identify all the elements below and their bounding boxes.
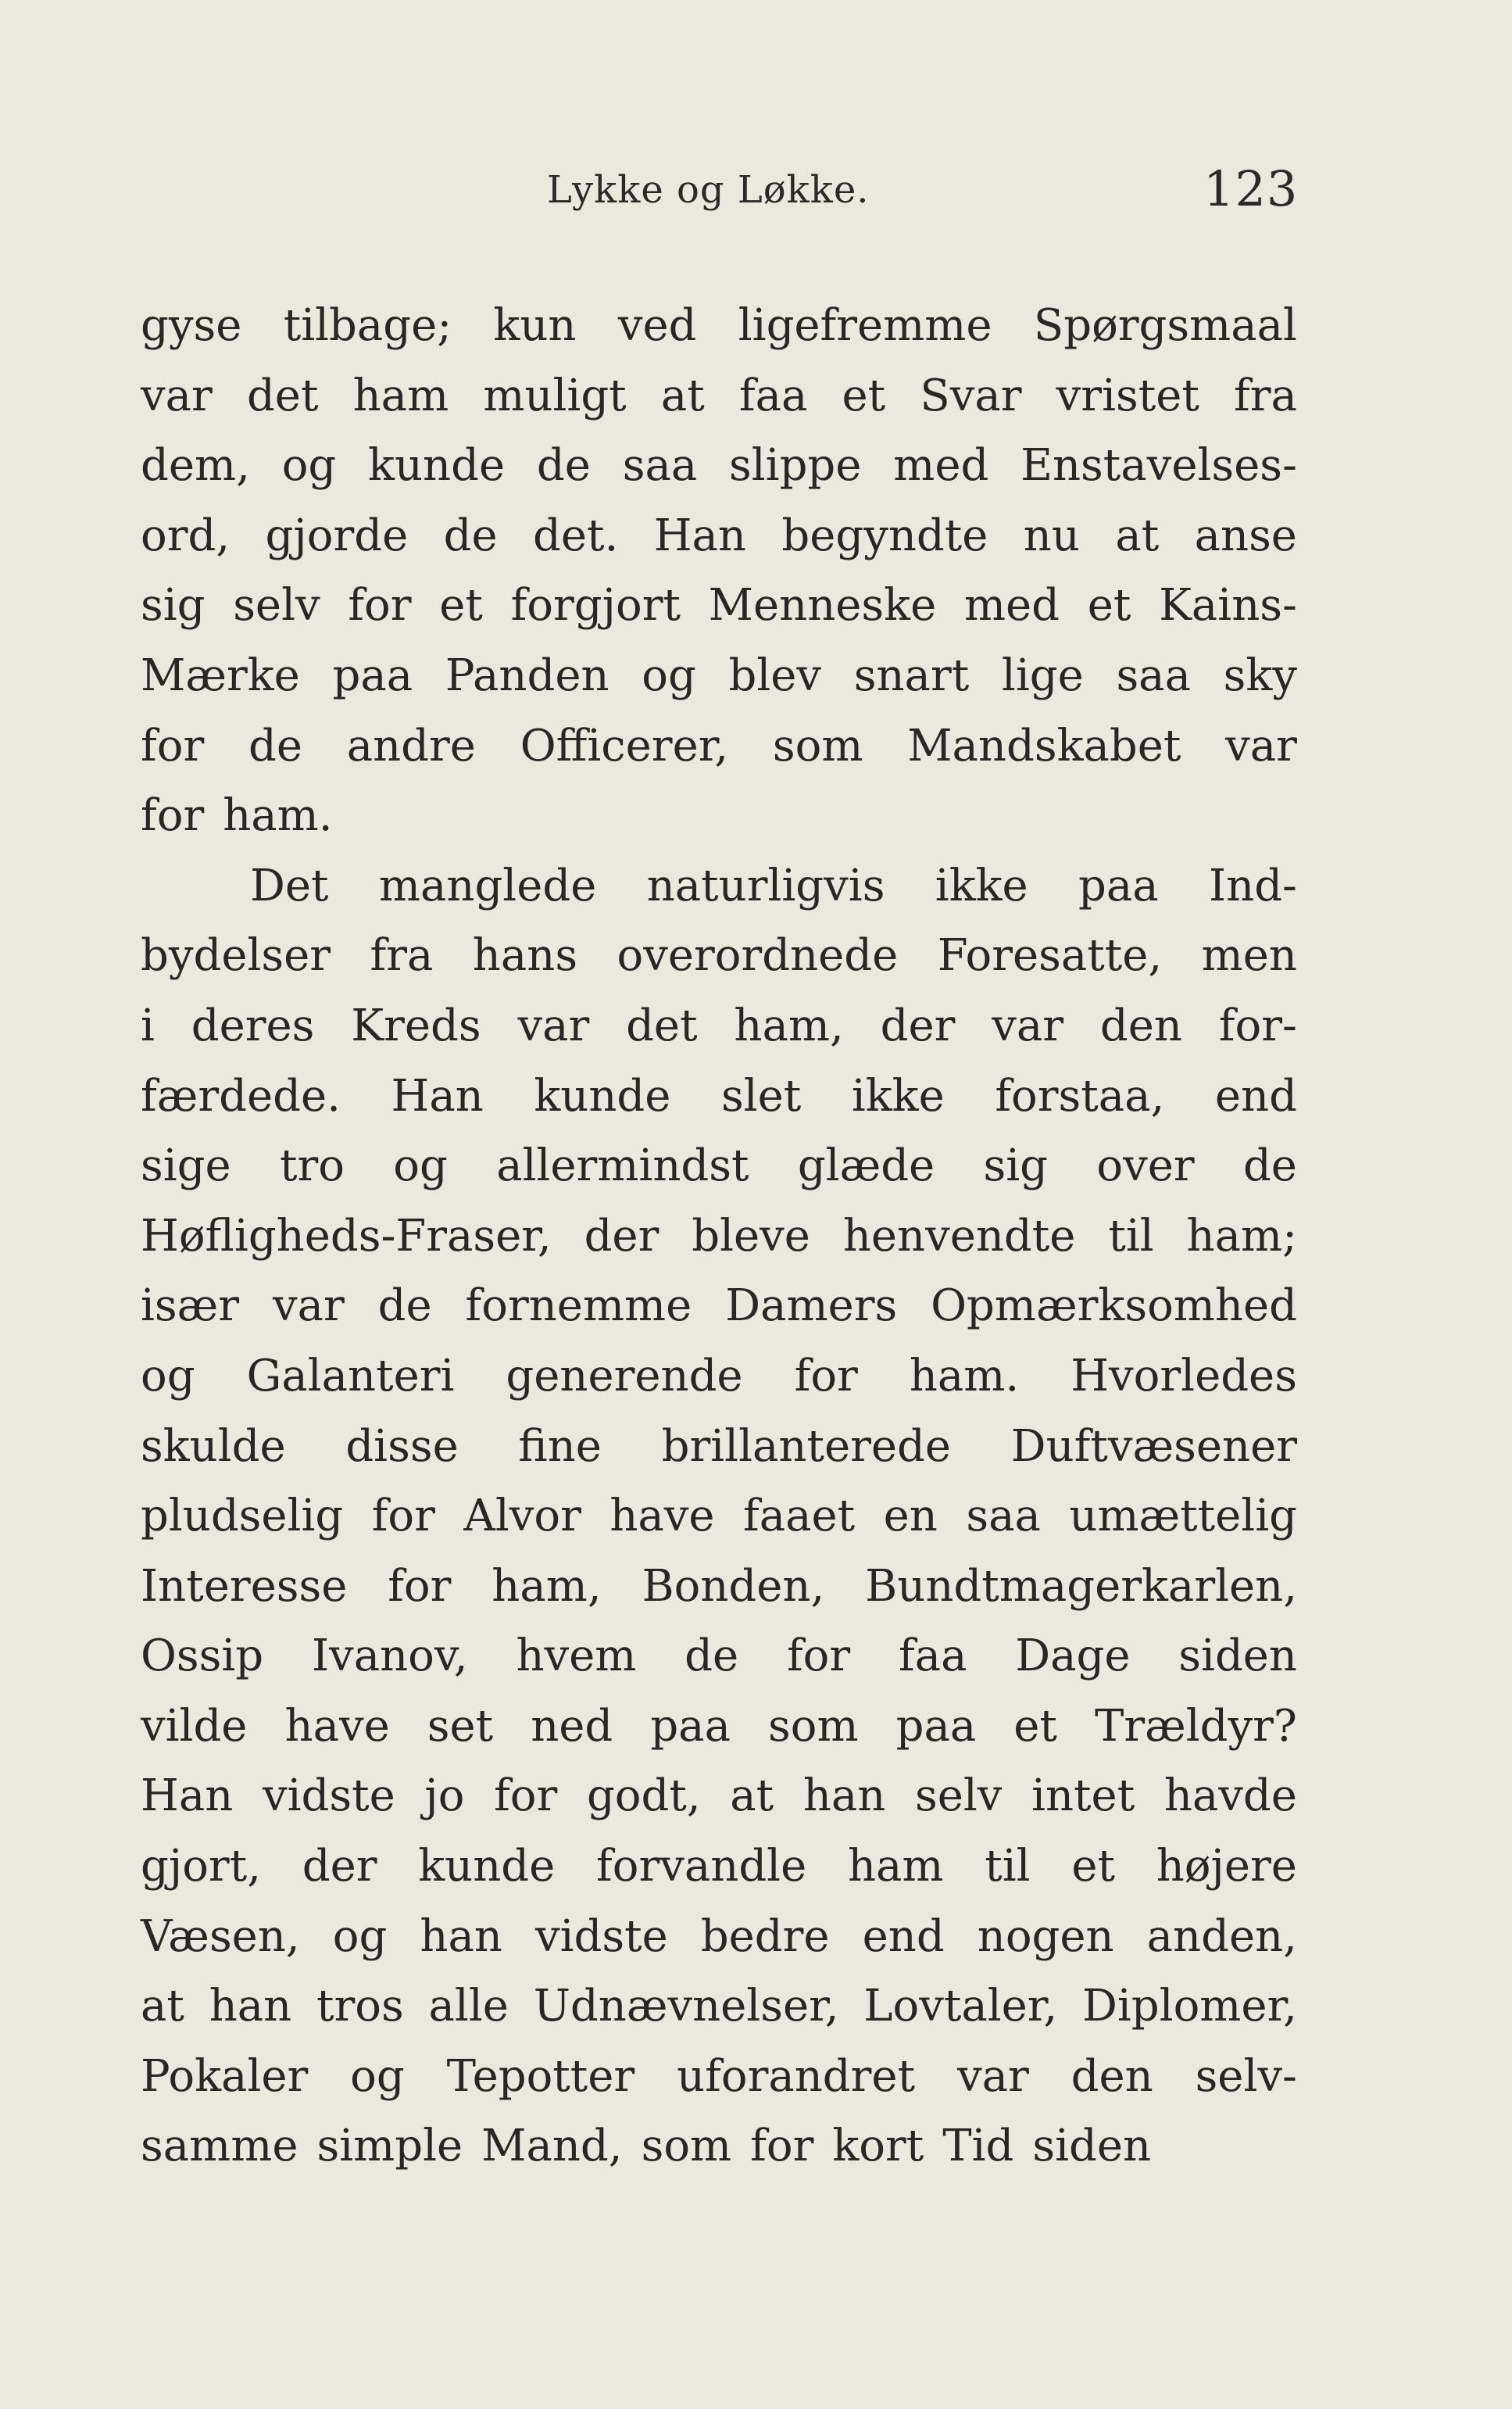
- word: der: [880, 1000, 956, 1051]
- word: ham.: [223, 790, 333, 842]
- word: det.: [533, 510, 619, 561]
- word: siden: [1178, 1630, 1297, 1682]
- word: Det: [250, 860, 329, 911]
- text-line: [141, 1061, 1297, 1132]
- word: med: [963, 580, 1060, 632]
- word: for: [786, 1630, 851, 1682]
- word: at: [1115, 510, 1160, 561]
- word: faaet: [743, 1491, 856, 1542]
- text-line: [141, 2111, 1297, 2182]
- word: ikke: [935, 860, 1028, 911]
- word: kunde: [368, 440, 506, 492]
- word: Damers: [725, 1280, 898, 1332]
- word: og: [281, 440, 337, 492]
- word: tilbage;: [283, 300, 452, 351]
- word: uforandret: [677, 2050, 916, 2102]
- word: at: [141, 1981, 184, 2032]
- word: naturligvis: [646, 860, 885, 911]
- word: havde: [1163, 1770, 1297, 1822]
- word: sky: [1223, 650, 1297, 701]
- word: anse: [1194, 510, 1297, 561]
- word: ham,: [491, 1560, 602, 1612]
- word: og: [350, 2050, 405, 2102]
- word: for: [141, 790, 205, 842]
- word: og: [332, 1910, 388, 1962]
- word: Galanteri: [246, 1350, 455, 1401]
- text-line: [141, 1271, 1297, 1341]
- word: end: [862, 1910, 945, 1962]
- text-line: [141, 1971, 1297, 2042]
- word: jo: [424, 1770, 465, 1822]
- word: hvem: [516, 1630, 637, 1682]
- word: i: [141, 1000, 155, 1051]
- word: Mand,: [481, 2121, 623, 2172]
- word: ham: [352, 370, 449, 421]
- word: de: [248, 720, 302, 771]
- word: ham: [847, 1841, 944, 1892]
- word: en: [883, 1491, 938, 1542]
- word: set: [427, 1700, 494, 1752]
- word: Udnævnelser,: [533, 1981, 839, 2032]
- text-line: [141, 1691, 1297, 1762]
- word: manglede: [378, 860, 597, 911]
- word: ligefremme: [738, 300, 992, 351]
- text-line: [141, 781, 1297, 851]
- running-title: Lykke og Løkke.: [547, 168, 870, 212]
- word: til: [1108, 1210, 1154, 1262]
- word: for: [794, 1350, 858, 1401]
- word: forstaa,: [995, 1070, 1165, 1122]
- word: ord,: [141, 510, 231, 561]
- word: selv: [915, 1770, 1003, 1822]
- word: ved: [617, 300, 697, 351]
- word: Han: [141, 1770, 234, 1822]
- text-line: [141, 641, 1297, 711]
- word: var: [141, 370, 213, 421]
- page-number: 123: [1203, 160, 1299, 217]
- word: slippe: [729, 440, 862, 492]
- word: blev: [728, 650, 822, 701]
- word: faa: [738, 370, 808, 421]
- word: fra: [370, 930, 434, 982]
- word: bedre: [700, 1910, 830, 1962]
- word: Lovtaler,: [863, 1981, 1058, 2032]
- word: Menneske: [708, 580, 937, 632]
- word: selv-: [1195, 2050, 1297, 2102]
- word: et: [842, 370, 886, 421]
- word: have: [284, 1700, 390, 1752]
- word: lige: [1001, 650, 1084, 701]
- word: færdede.: [141, 1070, 341, 1122]
- word: fra: [1234, 370, 1297, 421]
- word: var: [272, 1280, 345, 1332]
- text-line: [141, 1621, 1297, 1691]
- word: have: [609, 1491, 715, 1542]
- word: for: [141, 720, 205, 771]
- word: paa: [650, 1700, 731, 1752]
- word: Ossip: [141, 1630, 264, 1682]
- word: disse: [345, 1420, 459, 1472]
- word: var: [517, 1000, 590, 1051]
- word: Ivanov,: [311, 1630, 468, 1682]
- word: sige: [141, 1140, 231, 1192]
- word: og: [393, 1140, 448, 1192]
- word: ham.: [909, 1350, 1020, 1401]
- text-line: [141, 2042, 1297, 2112]
- word: sig: [983, 1140, 1049, 1192]
- word: nu: [1023, 510, 1080, 561]
- word: han: [802, 1770, 886, 1822]
- word: begyndte: [781, 510, 988, 561]
- word: Foresatte,: [937, 930, 1163, 982]
- word: han: [420, 1910, 502, 1962]
- word: forvandle: [596, 1841, 807, 1892]
- text-line: [141, 991, 1297, 1061]
- word: for-: [1218, 1000, 1297, 1051]
- word: intet: [1031, 1770, 1135, 1822]
- word: nogen: [977, 1910, 1114, 1962]
- word: snart: [853, 650, 970, 701]
- word: det: [626, 1000, 698, 1051]
- word: simple: [316, 2121, 463, 2172]
- word: Væsen,: [141, 1910, 300, 1962]
- word: sig: [141, 580, 206, 632]
- word: tros: [316, 1981, 404, 2032]
- word: glæde: [797, 1140, 935, 1192]
- word: den: [1071, 2050, 1153, 2102]
- word: Han: [653, 510, 746, 561]
- word: han: [209, 1981, 292, 2032]
- word: den: [1099, 1000, 1182, 1051]
- text-line: [141, 431, 1297, 501]
- word: Spørgsmaal: [1033, 300, 1297, 351]
- word: de: [443, 510, 498, 561]
- word: gjorde: [265, 510, 409, 561]
- word: samme: [141, 2121, 298, 2172]
- word: faa: [898, 1630, 967, 1682]
- word: de: [1242, 1140, 1297, 1192]
- word: de: [536, 440, 591, 492]
- word: fine: [518, 1420, 602, 1472]
- text-line: [141, 501, 1297, 571]
- word: vidste: [534, 1910, 668, 1962]
- word: umættelig: [1069, 1491, 1297, 1542]
- word: gyse: [141, 300, 242, 351]
- text-line: [141, 1481, 1297, 1552]
- word: for: [371, 1491, 435, 1542]
- word: for: [348, 580, 412, 632]
- word: fornemme: [465, 1280, 692, 1332]
- word: forgjort: [510, 580, 681, 632]
- word: det: [246, 370, 319, 421]
- word: et: [439, 580, 483, 632]
- word: Bundtmagerkarlen,: [865, 1560, 1297, 1612]
- word: brillanterede: [661, 1420, 951, 1472]
- running-head: [0, 160, 1512, 223]
- text-line: [141, 1131, 1297, 1201]
- word: Opmærksomhed: [931, 1280, 1297, 1332]
- word: vidste: [262, 1770, 395, 1822]
- word: Duftvæsener: [1010, 1420, 1297, 1472]
- text-line: [141, 711, 1297, 782]
- word: Alvor: [463, 1491, 581, 1542]
- word: Kains-: [1159, 580, 1297, 632]
- word: selv: [233, 580, 320, 632]
- word: vilde: [141, 1700, 248, 1752]
- word: og: [642, 650, 696, 701]
- word: Trældyr?: [1094, 1700, 1297, 1752]
- text-line: [141, 291, 1297, 361]
- word: Hvorledes: [1071, 1350, 1297, 1401]
- word: bydelser: [141, 930, 331, 982]
- word: andre: [346, 720, 476, 771]
- word: siden: [1032, 2121, 1152, 2172]
- word: de: [377, 1280, 432, 1332]
- word: ned: [531, 1700, 613, 1752]
- word: Enstavelses-: [1021, 440, 1297, 492]
- word: Høfligheds-Fraser,: [141, 1210, 552, 1262]
- word: ikke: [851, 1070, 945, 1122]
- word: generende: [506, 1350, 743, 1401]
- word: var: [992, 1000, 1064, 1051]
- word: Mandskabet: [907, 720, 1181, 771]
- word: et: [1013, 1700, 1057, 1752]
- word: end: [1214, 1070, 1297, 1122]
- word: henvendte: [842, 1210, 1076, 1262]
- word: paa: [895, 1700, 977, 1752]
- text-line: [141, 1902, 1297, 1972]
- word: til: [985, 1841, 1031, 1892]
- word: kun: [493, 300, 577, 351]
- word: Ind-: [1209, 860, 1297, 911]
- word: Pokaler: [141, 2050, 309, 2102]
- word: ham;: [1186, 1210, 1297, 1262]
- text-line: [141, 1761, 1297, 1831]
- word: muligt: [483, 370, 627, 421]
- word: Kreds: [351, 1000, 481, 1051]
- word: især: [141, 1280, 240, 1332]
- text-line: [141, 921, 1297, 991]
- word: ham,: [734, 1000, 844, 1051]
- word: alle: [428, 1981, 509, 2032]
- word: kunde: [534, 1070, 671, 1122]
- text-line: [141, 851, 1297, 922]
- word: Interesse: [141, 1560, 348, 1612]
- word: Han: [391, 1070, 484, 1122]
- word: at: [730, 1770, 774, 1822]
- word: der: [584, 1210, 659, 1262]
- word: som: [768, 1700, 859, 1752]
- word: slet: [720, 1070, 802, 1122]
- word: og: [141, 1350, 195, 1401]
- word: men: [1201, 930, 1297, 982]
- word: Officerer,: [520, 720, 729, 771]
- word: et: [1087, 580, 1131, 632]
- word: Bonden,: [642, 1560, 825, 1612]
- word: for: [750, 2121, 814, 2172]
- word: et: [1071, 1841, 1115, 1892]
- word: Svar: [920, 370, 1022, 421]
- word: skulde: [141, 1420, 286, 1472]
- word: over: [1096, 1140, 1195, 1192]
- word: at: [660, 370, 705, 421]
- word: vristet: [1056, 370, 1199, 421]
- word: Tepotter: [446, 2050, 635, 2102]
- word: som: [641, 2121, 732, 2172]
- text-line: [141, 1552, 1297, 1622]
- word: Panden: [445, 650, 609, 701]
- word: allermindst: [496, 1140, 749, 1192]
- word: højere: [1156, 1841, 1297, 1892]
- text-line: [141, 361, 1297, 431]
- word: Mærke: [141, 650, 300, 701]
- word: paa: [332, 650, 413, 701]
- text-line: [141, 1201, 1297, 1272]
- word: Tid: [942, 2121, 1014, 2172]
- word: dem,: [141, 440, 250, 492]
- word: med: [893, 440, 989, 492]
- word: for: [388, 1560, 452, 1612]
- word: hans: [472, 930, 578, 982]
- word: saa: [966, 1491, 1041, 1542]
- word: pludselig: [141, 1491, 344, 1542]
- word: for: [494, 1770, 558, 1822]
- word: saa: [622, 440, 698, 492]
- word: godt,: [586, 1770, 701, 1822]
- body-text: [141, 291, 1297, 2182]
- word: kunde: [418, 1841, 556, 1892]
- text-line: [141, 1341, 1297, 1412]
- word: bleve: [692, 1210, 810, 1262]
- word: deres: [191, 1000, 315, 1051]
- word: Dage: [1015, 1630, 1131, 1682]
- word: paa: [1078, 860, 1159, 911]
- word: anden,: [1146, 1910, 1297, 1962]
- word: Diplomer,: [1082, 1981, 1297, 2032]
- text-line: [141, 1831, 1297, 1902]
- text-line: [141, 571, 1297, 641]
- word: saa: [1116, 650, 1191, 701]
- word: gjort,: [141, 1841, 261, 1892]
- word: overordnede: [617, 930, 899, 982]
- word: som: [772, 720, 863, 771]
- word: tro: [279, 1140, 345, 1192]
- text-line: [141, 1412, 1297, 1482]
- word: de: [685, 1630, 739, 1682]
- word: var: [956, 2050, 1029, 2102]
- word: kort: [832, 2121, 924, 2172]
- word: var: [1225, 720, 1297, 771]
- word: der: [302, 1841, 377, 1892]
